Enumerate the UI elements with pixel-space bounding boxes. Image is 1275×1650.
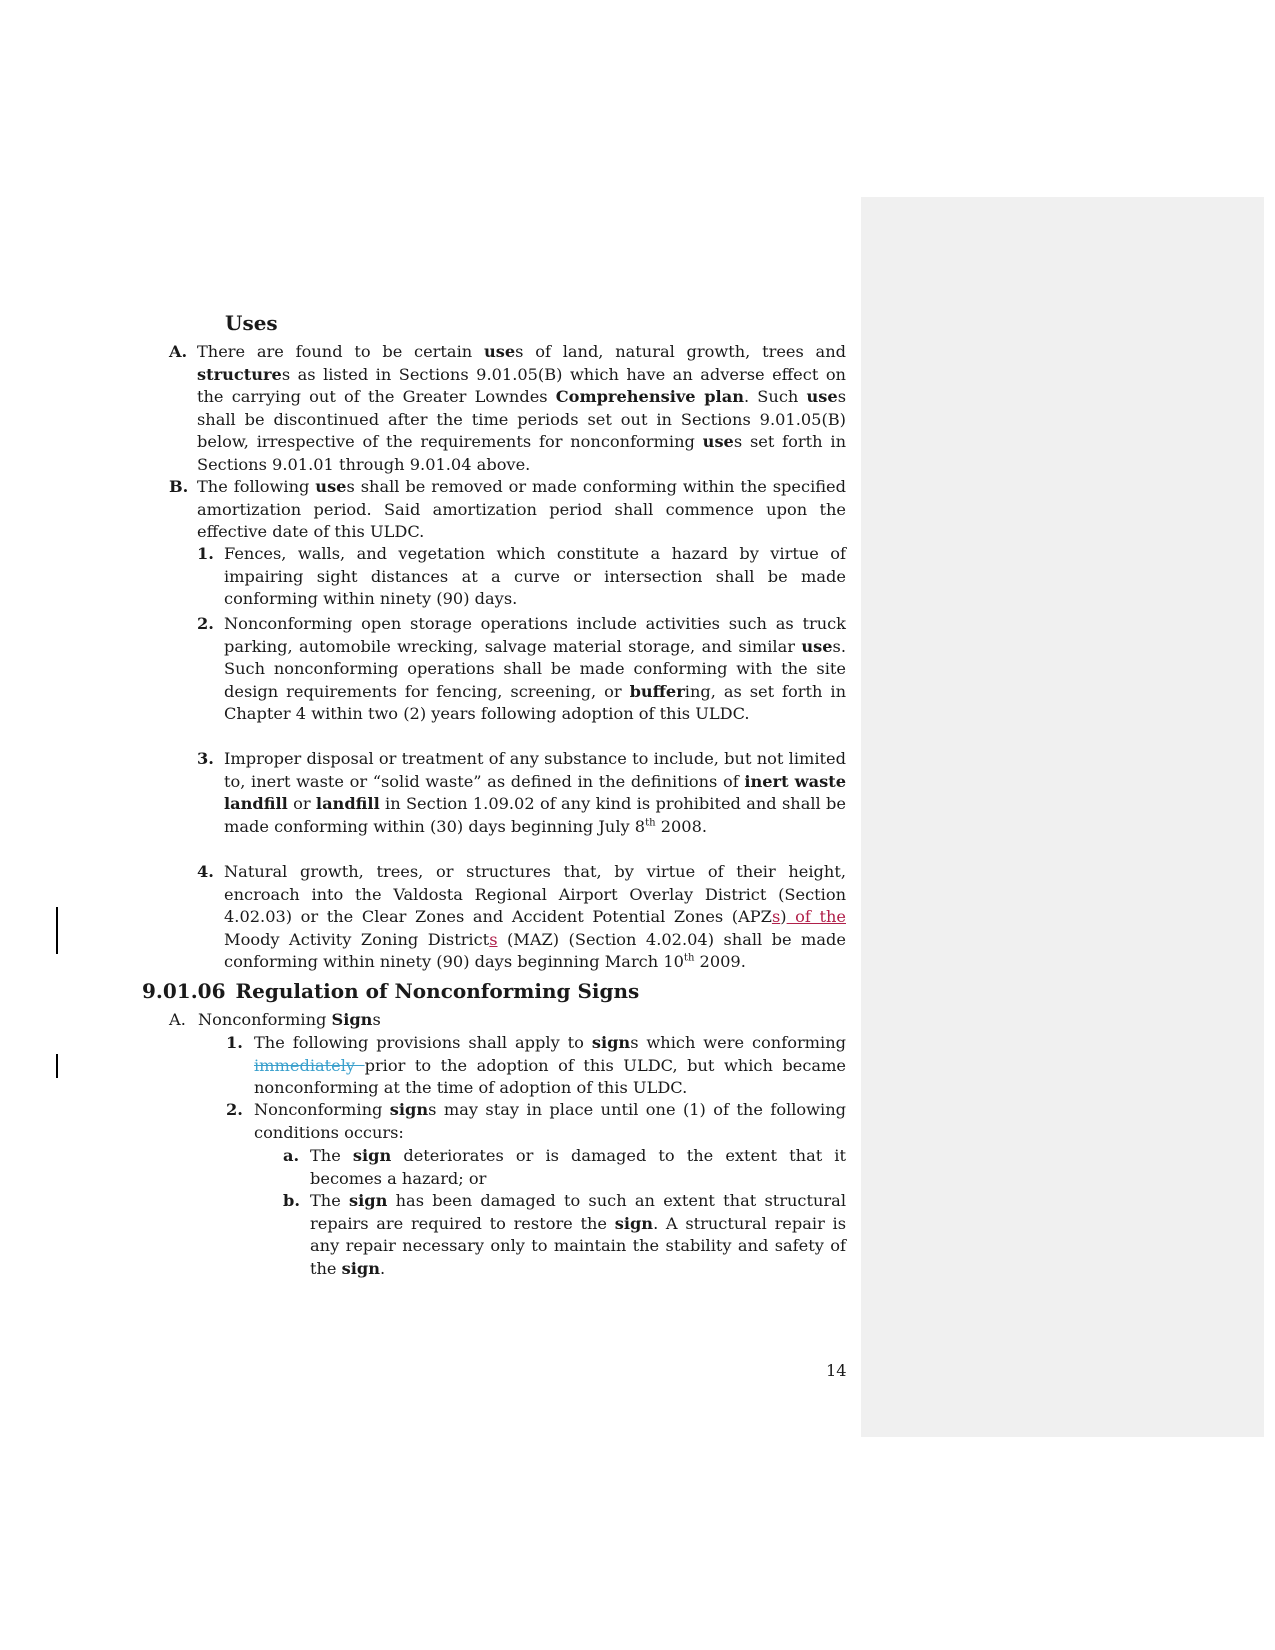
paragraph-signs-a: Nonconforming Signs (198, 1010, 381, 1029)
section-heading-signs: 9.01.06 Regulation of Nonconforming Signs (142, 979, 640, 1003)
paragraph-uses-a: There are found to be certain uses of land, natural growth, trees and structures as listed in Sections 9.01.05(B) which have an adverse effect on the carrying out of the Greater Lowndes Comprehensive plan. Such uses shall be discontinued after the time periods set out in Sections 9.01.05(B) below, irrespective of the requirements for nonconforming uses set forth in Sections 9.01.01 through 9.01.04 above. (197, 342, 846, 474)
list-label: B. (169, 477, 189, 496)
paragraph-signs-a1: The following provisions shall apply to signs which were conforming immediately prior to the adoption of this ULDC, but which became nonconforming at the time of adoption of this ULDC. (254, 1033, 846, 1097)
list-label: 2. (226, 1100, 243, 1119)
list-label: 1. (226, 1033, 243, 1052)
paragraph-uses-b4: Natural growth, trees, or structures that, by virtue of their height, encroach into the Valdosta Regional Airport Overlay District (Section 4.02.03) or the Clear Zones and Accident Potential Zones (APZs) of the Moody Activity Zoning Districts (MAZ) (Section 4.02.04) shall be made conforming within ninety (90) days beginning March 10th 2009. (224, 862, 846, 971)
list-label: 2. (197, 614, 214, 633)
paragraph-signs-a2: Nonconforming signs may stay in place until one (1) of the following conditions occurs: (254, 1100, 846, 1142)
comment-pane (861, 197, 1264, 1437)
defined-term: use (801, 636, 833, 656)
section-heading-uses: Uses (225, 311, 278, 335)
defined-term: use (483, 342, 516, 361)
defined-term: sign (389, 1100, 429, 1119)
defined-term: Comprehensive plan (555, 387, 744, 406)
defined-term: sign (352, 1146, 392, 1165)
list-label: 3. (197, 749, 214, 768)
defined-term: use (315, 477, 347, 496)
list-label: b. (283, 1191, 300, 1210)
paragraph-signs-a2a: The sign deteriorates or is damaged to the extent that it becomes a hazard; or (310, 1146, 846, 1188)
defined-term: inert waste landfill (224, 771, 846, 813)
defined-term: sign (614, 1213, 654, 1233)
list-label: A. (169, 342, 188, 361)
defined-term: use (806, 387, 838, 406)
tracked-insertion: s (771, 907, 781, 926)
tracked-insertion: s (489, 929, 498, 949)
paragraph-uses-b3: Improper disposal or treatment of any substance to include, but not limited to, inert waste or “solid waste” as defined in the definitions of inert waste landfill or landfill in Section 1.09.02 of any kind is prohibited and shall be made conforming within (30) days beginning July 8th 2008. (224, 749, 846, 836)
list-label: 4. (197, 862, 214, 881)
list-label: 1. (197, 544, 214, 563)
list-label: a. (283, 1146, 300, 1165)
defined-term: sign (341, 1258, 381, 1278)
defined-term: sign (349, 1191, 388, 1210)
defined-term: structure (197, 364, 282, 384)
defined-term: buffer (629, 681, 685, 701)
change-bar (56, 907, 58, 954)
list-label: A. (169, 1010, 186, 1029)
change-bar (56, 1054, 58, 1078)
defined-term: landfill (315, 794, 380, 813)
page-number: 14 (826, 1361, 847, 1380)
paragraph-uses-b1: Fences, walls, and vegetation which constitute a hazard by virtue of impairing sight distances at a curve or intersection shall be made conforming within ninety (90) days. (224, 544, 846, 608)
defined-term: sign (591, 1033, 631, 1052)
paragraph-uses-b2: Nonconforming open storage operations include activities such as truck parking, automobile wrecking, salvage material storage, and similar uses. Such nonconforming operations shall be made conforming with the site design requirements for fencing, screening, or buffering, as set forth in Chapter 4 within two (2) years following adoption of this ULDC. (224, 614, 846, 723)
tracked-insertion: of the (786, 907, 846, 926)
paragraph-signs-a2b: The sign has been damaged to such an extent that structural repairs are required to restore the sign. A structural repair is any repair necessary only to maintain the stability and safety of the sign. (310, 1191, 847, 1278)
defined-term: use (702, 432, 734, 451)
defined-term: Sign (331, 1010, 373, 1029)
tracked-deletion: immediately (254, 1055, 365, 1075)
paragraph-uses-b: The following uses shall be removed or made conforming within the specified amortization period. Said amortization period shall commence upon the effective date of this ULDC. (197, 477, 846, 541)
